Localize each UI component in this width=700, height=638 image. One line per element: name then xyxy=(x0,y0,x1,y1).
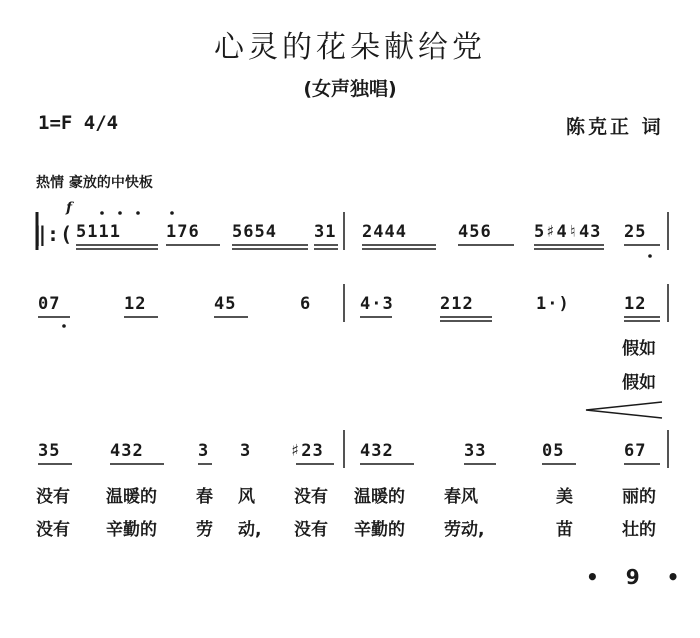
lyric-v1-9: 丽的 xyxy=(622,487,656,507)
row2-m2-beat1: 4·3 xyxy=(360,294,394,314)
lyric-v2-7: 劳动, xyxy=(444,520,485,540)
row2-m1-beat2: 12 xyxy=(124,294,147,314)
lyric-v1-4: 风 xyxy=(238,487,255,507)
row2-m2-beat4: 12 xyxy=(624,294,647,314)
row3-m2-beat4: 67 xyxy=(624,441,647,461)
lyric-v1-1: 没有 xyxy=(36,487,70,507)
octave-dot xyxy=(62,324,66,328)
row1-m1-beat3: 5654 xyxy=(232,222,277,242)
row1-m2-beat1: 2444 xyxy=(362,222,407,242)
row1-m1-beat4: 31 xyxy=(314,222,337,242)
octave-dot xyxy=(118,211,122,215)
lyric-v1-6: 温暖的 xyxy=(354,487,405,507)
row1-m2-beat3: 5♯4♮43 xyxy=(534,222,602,242)
row2-m2-beat2: 212 xyxy=(440,294,474,314)
repeat-open-sign: ‖:( xyxy=(34,222,74,246)
octave-dot xyxy=(136,211,140,215)
row1-m1-beat1: 5111 xyxy=(76,222,121,242)
crescendo-hairpin xyxy=(586,402,662,418)
lyric-v1-5: 没有 xyxy=(294,487,328,507)
lyric-v2-6: 辛勤的 xyxy=(354,520,405,540)
row1-m2-beat4: 25 xyxy=(624,222,647,242)
row2-m1-beat4: 6 xyxy=(300,294,312,314)
row3-m1-beat3: 3 xyxy=(198,441,210,461)
octave-dot xyxy=(100,211,104,215)
dynamic-forte: f xyxy=(66,200,73,216)
row1-m2-beat2: 456 xyxy=(458,222,492,242)
row3-m1-beat2: 432 xyxy=(110,441,144,461)
row2-m1-beat1: 07 xyxy=(38,294,61,314)
octave-dot xyxy=(648,254,652,258)
key-signature: 1=F 4/4 xyxy=(38,112,119,134)
row1-m1-beat2: 176 xyxy=(166,222,200,242)
lyric-v2-1: 没有 xyxy=(36,520,70,540)
lyric-v2-8: 苗 xyxy=(556,520,573,540)
lyric-v2-9: 壮的 xyxy=(622,520,656,540)
song-subtitle: (女声独唱) xyxy=(303,78,397,100)
tempo-marking: 热情 豪放的中快板 xyxy=(36,175,153,191)
row3-m2-beat3: 05 xyxy=(542,441,565,461)
pickup-lyric-verse2: 假如 xyxy=(622,373,656,393)
row3-m1-beat4: 3 xyxy=(240,441,252,461)
lyric-v1-8: 美 xyxy=(556,487,573,507)
lyric-v1-3: 春 xyxy=(196,487,213,507)
row3-m1-beat5: ♯23 xyxy=(290,441,324,461)
lyric-v1-7: 春风 xyxy=(444,487,478,507)
pickup-lyric-verse1: 假如 xyxy=(622,339,656,359)
row3-m2-beat1: 432 xyxy=(360,441,394,461)
row3-m1-beat1: 35 xyxy=(38,441,61,461)
lyricist-credit: 陈克正 词 xyxy=(566,116,664,138)
row2-m1-beat3: 45 xyxy=(214,294,237,314)
lyric-v2-2: 辛勤的 xyxy=(106,520,157,540)
page-number: • 9 • xyxy=(586,565,690,589)
lyric-v2-5: 没有 xyxy=(294,520,328,540)
octave-dot xyxy=(170,211,174,215)
row2-m2-beat3: 1·) xyxy=(536,294,570,314)
lyric-v2-3: 劳 xyxy=(196,520,213,540)
row3-m2-beat2: 33 xyxy=(464,441,487,461)
lyric-v2-4: 动, xyxy=(238,520,262,540)
song-title: 心灵的花朵献给党 xyxy=(214,30,486,65)
lyric-v1-2: 温暖的 xyxy=(106,487,157,507)
